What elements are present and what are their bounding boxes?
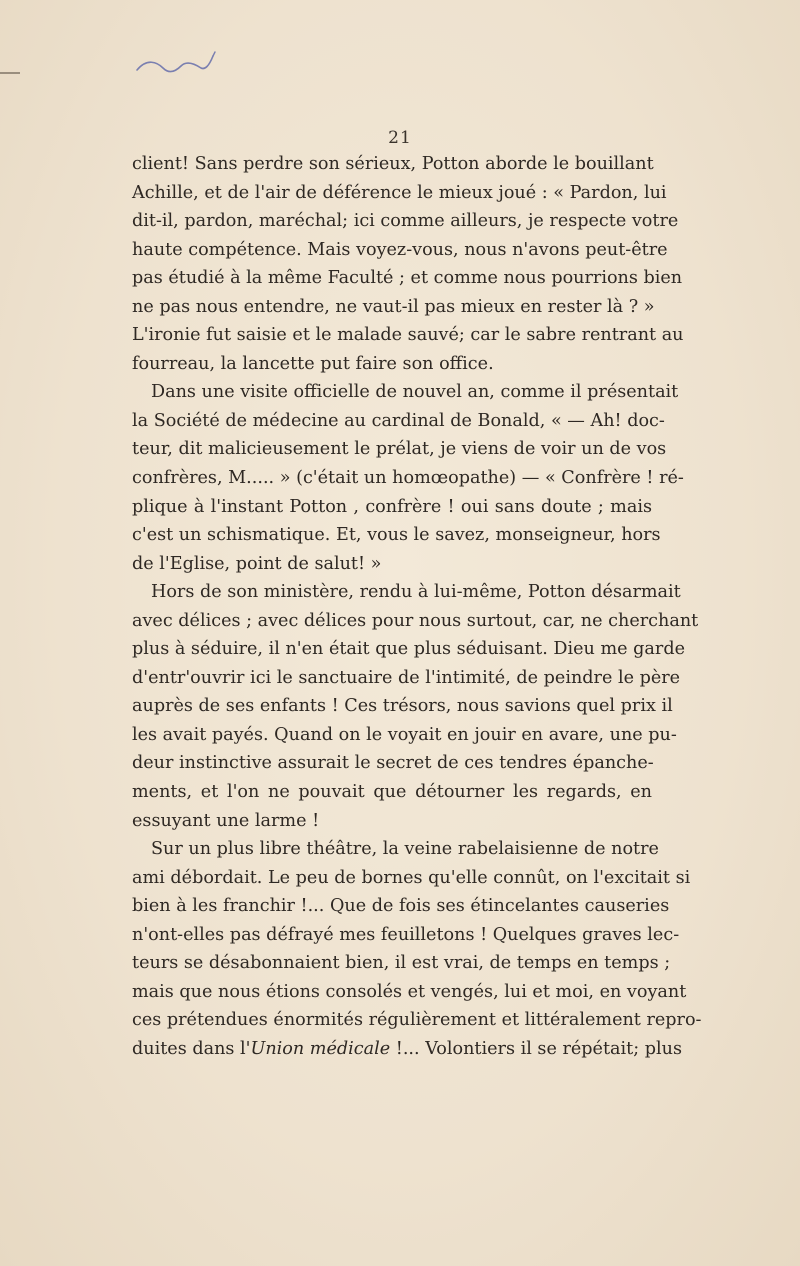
text-line: fourreau, la lancette put faire son office. [132,353,494,374]
text-line: auprès de ses enfants ! Ces trésors, nous savions quel prix il [132,696,673,717]
text-line: mais que nous étions consolés et vengés, lui et moi, en voyant [132,981,687,1002]
text-line: plus à séduire, il n'en était que plus séduisant. Dieu me garde [132,639,686,660]
page-number: 21 [388,128,412,148]
text-line: ne pas nous entendre, ne vaut-il pas mieux en rester là ? » [132,296,655,317]
text-line: dit-il, pardon, maréchal; ici comme ailleurs, je respecte votre [132,211,679,232]
text-line: c'est un schismatique. Et, vous le savez, monseigneur, hors [132,525,661,546]
text-line: d'entr'ouvrir ici le sanctuaire de l'intimité, de peindre le père [132,667,681,688]
text-line: la Société de médecine au cardinal de Bonald, « — Ah! doc- [132,410,665,431]
margin-mark [0,66,22,80]
text-line: Achille, et de l'air de déférence le mieux joué : « Pardon, lui [132,182,667,203]
text-line: les avait payés. Quand on le voyait en jouir en avare, une pu- [132,724,677,745]
text-line: haute compétence. Mais voyez-vous, nous n'avons peut-être [132,239,668,260]
text-line: ces prétendues énormités régulièrement et littéralement repro- [132,1010,702,1031]
text-line: de l'Eglise, point de salut! » [132,553,382,574]
body-text [132,150,702,1064]
text-line: plique à l'instant Potton , confrère ! oui sans doute ; mais [132,496,652,517]
text-segment: !... Volontiers il se répétait; plus [390,1038,682,1059]
text-line: ments, et l'on ne pouvait que détourner les regards, en [132,782,652,803]
text-line: deur instinctive assurait le secret de ces tendres épanche- [132,753,654,774]
journal-title-italic: Union médicale [250,1038,391,1059]
text-line: Dans une visite officielle de nouvel an, comme il présentait [151,382,679,403]
text-line: teurs se désabonnaient bien, il est vrai, de temps en temps ; [132,953,671,974]
text-line: bien à les franchir !... Que de fois ses étincelantes causeries [132,896,670,917]
text-line: client! Sans perdre son sérieux, Potton aborde le bouillant [132,154,654,174]
text-line: Sur un plus libre théâtre, la veine rabelaisienne de notre [151,839,659,860]
text-line: essuyant une larme ! [132,810,320,831]
text-line: ami débordait. Le peu de bornes qu'elle connût, on l'excitait si [132,867,691,888]
ink-scribble-mark [135,48,220,88]
text-segment: duites dans l' [132,1038,251,1059]
text-line: teur, dit malicieusement le prélat, je viens de voir un de vos [132,439,667,460]
text-line: L'ironie fut saisie et le malade sauvé; car le sabre rentrant au [132,325,684,346]
text-line: Hors de son ministère, rendu à lui-même, Potton désarmait [151,582,681,603]
text-line: pas étudié à la même Faculté ; et comme nous pourrions bien [132,268,683,289]
text-line: confrères, M..... » (c'était un homœopathe) — « Confrère ! ré- [132,468,684,489]
text-line: avec délices ; avec délices pour nous surtout, car, ne cherchant [132,610,699,631]
text-line-final [132,1035,682,1064]
text-line: n'ont-elles pas défrayé mes feuilletons ! Quelques graves lec- [132,924,680,945]
